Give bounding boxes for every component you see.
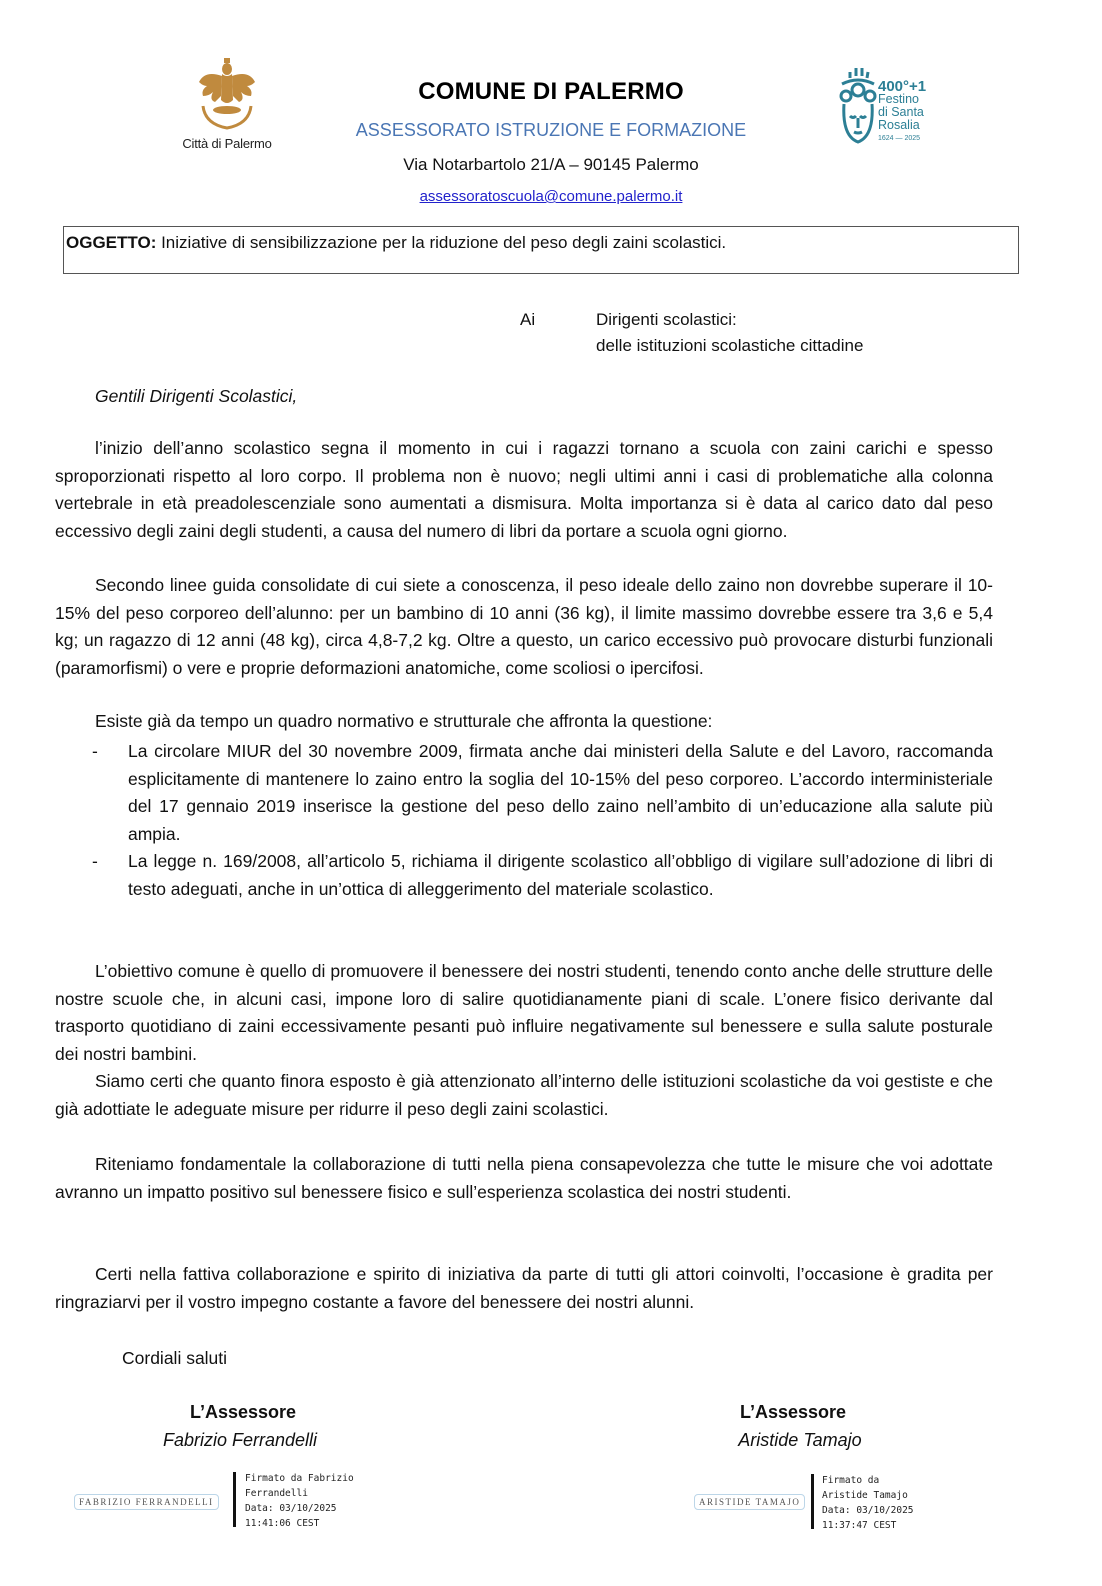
list-item-text: La legge n. 169/2008, all’articolo 5, richiama il dirigente scolastico all’obbligo di vigilare sull’adozione di libri di testo adeguati, anche in un’ottica di alleggerimento del materiale scolastico. (128, 851, 993, 899)
body-paragraph-2 (55, 572, 993, 682)
festino-years: 1624 — 2025 (878, 135, 921, 142)
body-paragraph-7 (55, 1261, 993, 1316)
body-paragraph-4 (55, 958, 993, 1068)
stamp-line: Data: 03/10/2025 (822, 1505, 914, 1516)
legal-framework-list (92, 738, 993, 903)
stamp-line: 11:41:06 CEST (245, 1518, 320, 1529)
header-address: Via Notarbartolo 21/A – 90145 Palermo (403, 155, 699, 174)
subject-label: OGGETTO: (66, 233, 157, 252)
body-paragraph-6 (55, 1151, 993, 1206)
festino-santa-rosalia-logo (836, 66, 936, 146)
festino-rosalia: Rosalia (878, 118, 920, 132)
paragraph-text: Riteniamo fondamentale la collaborazione di tutti nella piena consapevolezza che tutte le misure che voi adottate avranno un impatto positivo sul benessere fisico e sull’esperienza scolastica dei nostri studenti. (55, 1154, 993, 1202)
signer-1-role: L’Assessore (189, 1402, 297, 1422)
closing: Cordiali saluti (122, 1348, 228, 1368)
list-dash: - (92, 851, 98, 871)
citta-di-palermo-logo (172, 56, 282, 156)
paragraph-text: L’obiettivo comune è quello di promuovere il benessere dei nostri studenti, tenendo conto anche delle strutture delle nostre scuole che, in alcuni casi, impone loro di salire quotidianamente piani di scale. L’onere fisico derivante dal trasporto quotidiano di zaini eccessivamente pesanti può influire negativamente sul benessere e sulla salute posturale dei nostri bambini. (55, 961, 993, 1064)
recipient-line-1: Dirigenti scolastici: (596, 310, 737, 329)
list-dash: - (92, 741, 98, 761)
signer-2-role: L’Assessore (739, 1402, 847, 1422)
legal-framework-intro: Esiste già da tempo un quadro normativo e strutturale che affronta la questione: (95, 711, 713, 731)
signer-1-stamp-logo (74, 1492, 219, 1510)
paragraph-text: l’inizio dell’anno scolastico segna il momento in cui i ragazzi tornano a scuola con zaini carichi e spesso sproporzionati rispetto al loro corpo. Il problema non è nuovo; negli ultimi anni i casi di problematiche alla colonna vertebrale in età preadolescenziale sono aumentati a dismisura. Molta importanza si è data al carico dato dal peso eccessivo degli zaini degli studenti, a causa del numero di libri da portare a scuola ogni giorno. (55, 438, 993, 541)
paragraph-text: Certi nella fattiva collaborazione e spirito di iniziativa da parte di tutti gli attori coinvolti, l’occasione è gradita per ringraziarvi per il vostro impegno costante a favore del benessere dei nostri alunni. (55, 1264, 993, 1312)
signer-1-stamp-divider (233, 1472, 236, 1527)
body-paragraph-1 (55, 435, 993, 545)
paragraph-text: Secondo linee guida consolidate di cui siete a conoscenza, il peso ideale dello zaino non dovrebbe superare il 10-15% del peso corporeo dell’alunno: per un bambino di 10 anni (36 kg), il limite massimo dovrebbe essere tra 3,6 e 5,4 kg; un ragazzo di 12 anni (48 kg), circa 4,8-7,2 kg. Oltre a questo, un carico eccessivo può provocare disturbi funzionali (paramorfismi) o vere e proprie deformazioni anatomiche, come scoliosi o ipercifosi. (55, 575, 993, 678)
signer-2-name: Aristide Tamajo (738, 1430, 862, 1450)
signature-logo: FABRIZIO FERRANDELLI (74, 1494, 219, 1510)
header-email (0, 188, 1102, 205)
stamp-line: Data: 03/10/2025 (245, 1503, 337, 1514)
signer-2-stamp-divider (811, 1474, 814, 1529)
signature-logo: ARISTIDE TAMAJO (694, 1494, 805, 1510)
salutation: Gentili Dirigenti Scolastici, (95, 386, 298, 406)
stamp-line: Firmato da (822, 1475, 880, 1486)
body-paragraph-5 (55, 1068, 993, 1123)
stamp-line: Aristide Tamajo (822, 1490, 908, 1501)
signer-2-digital-signature (822, 1473, 914, 1533)
recipient-line-2: delle istituzioni scolastiche cittadine (596, 336, 864, 355)
email-link[interactable]: assessoratoscuola@comune.palermo.it (419, 188, 683, 205)
subject-text: Iniziative di sensibilizzazione per la riduzione del peso degli zaini scolastici. (156, 233, 727, 252)
header-title: COMUNE DI PALERMO (418, 78, 684, 105)
santa-rosalia-face-icon (836, 66, 880, 144)
list-item (92, 848, 993, 903)
signer-2-stamp-logo (694, 1492, 805, 1510)
subject-box (63, 226, 1019, 274)
signer-1-name: Fabrizio Ferrandelli (162, 1430, 318, 1450)
list-item (92, 738, 993, 848)
list-item-text: La circolare MIUR del 30 novembre 2009, firmata anche dai ministeri della Salute e del Lavoro, raccomanda esplicitamente di mantenere lo zaino entro la soglia del 10-15% del peso corporeo. L’accordo interministeriale del 17 gennaio 2019 inserisce la gestione del peso dello zaino nell’ambito di un’educazione alla salute più ampia. (128, 741, 993, 844)
stamp-line: Firmato da Fabrizio (245, 1473, 354, 1484)
header-subtitle: ASSESSORATO ISTRUZIONE E FORMAZIONE (355, 120, 747, 140)
paragraph-text: Siamo certi che quanto finora esposto è già attenzionato all’interno delle istituzioni scolastiche da voi gestiste e che già adottiate le adeguate misure per ridurre il peso degli zaini scolastici. (55, 1071, 993, 1119)
signer-1-digital-signature (245, 1471, 354, 1531)
stamp-line: 11:37:47 CEST (822, 1520, 897, 1531)
festino-edition: 400°+1 (878, 78, 927, 95)
left-logo-caption: Città di Palermo (182, 136, 272, 151)
festino-text (878, 80, 926, 145)
stamp-line: Ferrandelli (245, 1488, 308, 1499)
recipient-prefix: Ai (520, 310, 536, 329)
festino-di-santa: di Santa (878, 105, 924, 119)
festino-word: Festino (878, 92, 919, 106)
